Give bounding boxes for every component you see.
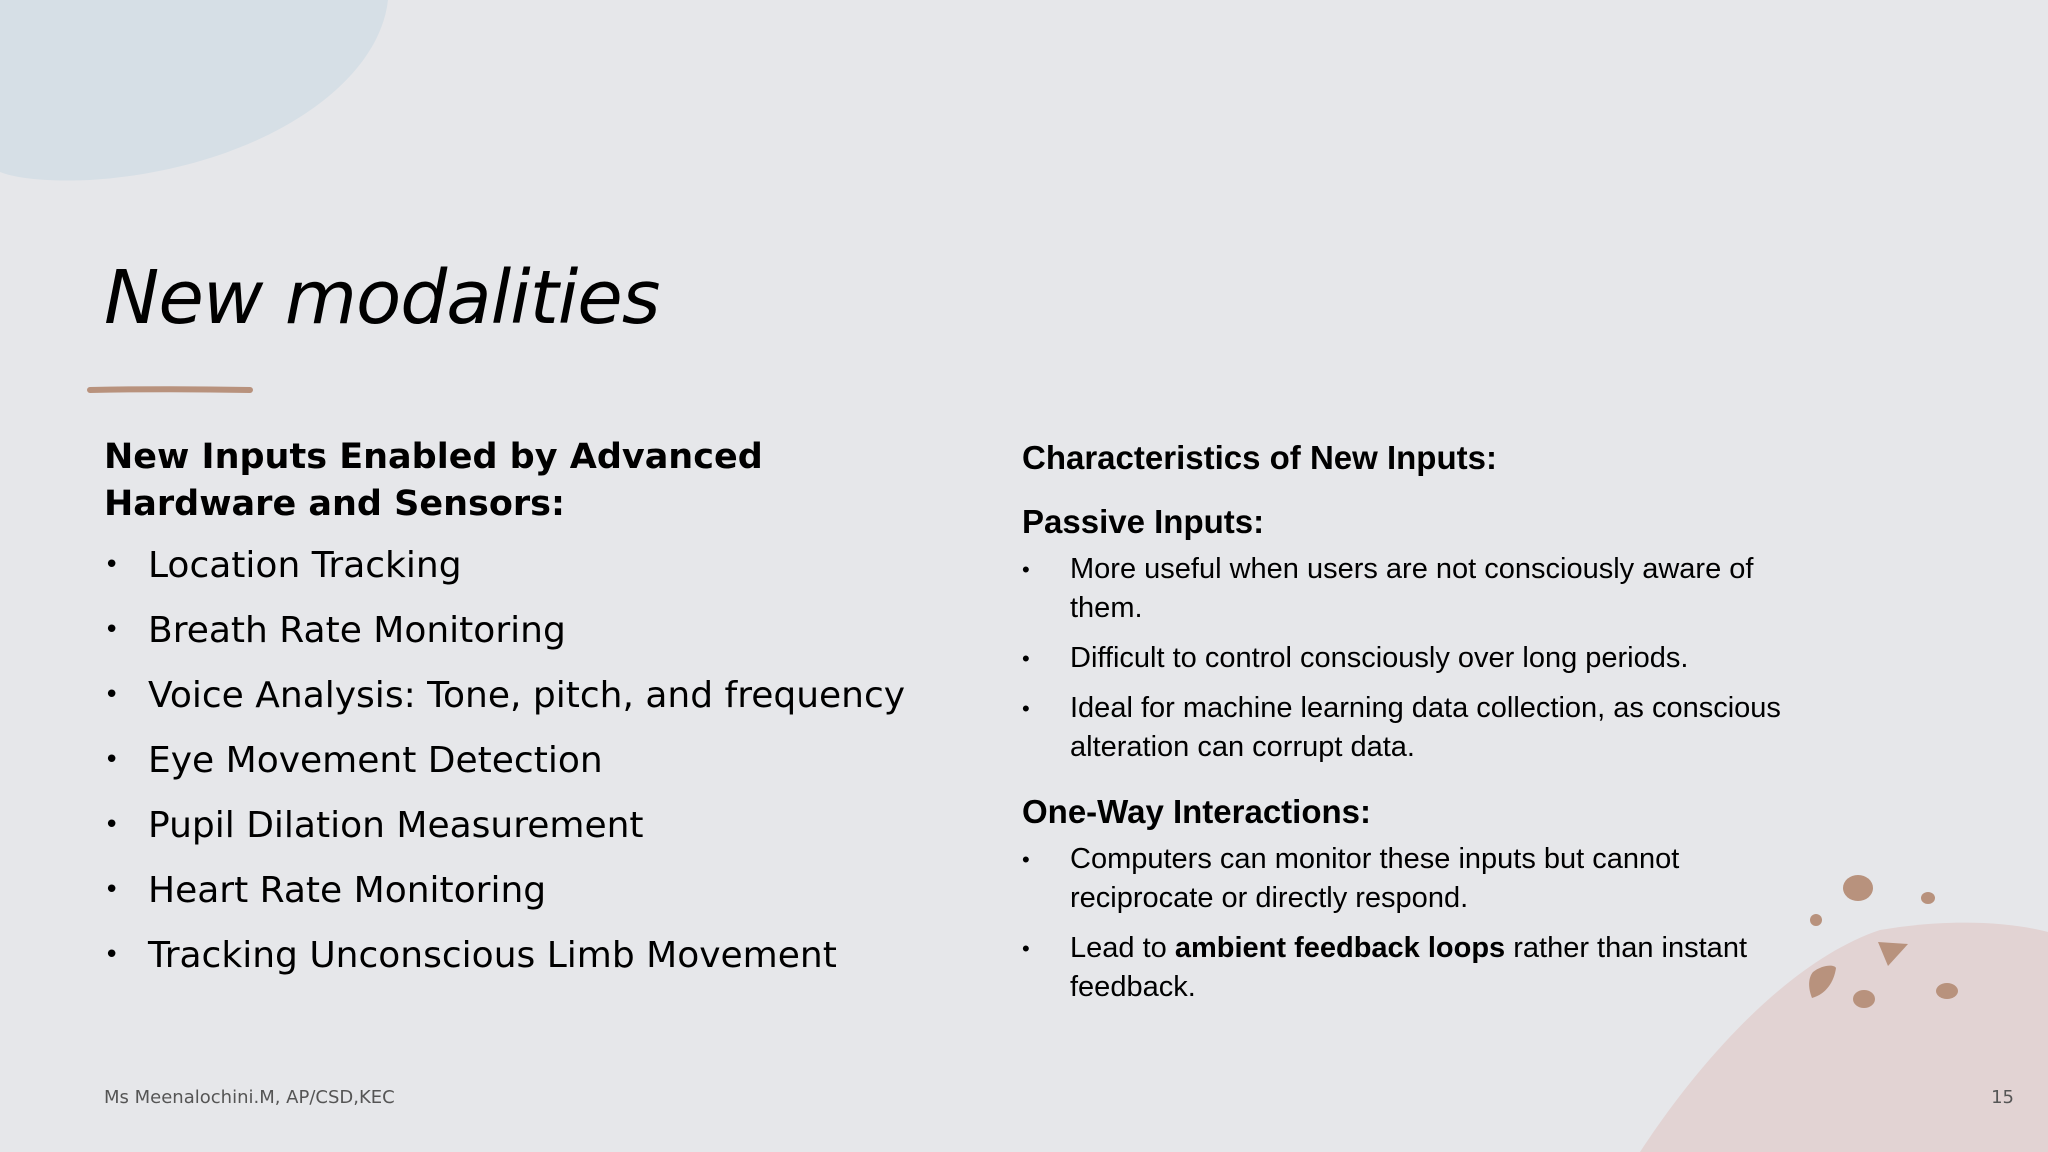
- passive-inputs-heading: Passive Inputs:: [1022, 503, 1265, 540]
- bullet-icon: •: [104, 745, 120, 775]
- title-underline: [90, 389, 250, 390]
- list-item-text: Tracking Unconscious Limb Movement: [148, 935, 837, 976]
- list-item: [104, 802, 964, 867]
- confetti-dot: [1921, 892, 1935, 904]
- left-column: [104, 434, 964, 997]
- confetti-dot: [1853, 990, 1875, 1008]
- list-item: [1022, 929, 1782, 1007]
- right-heading: Characteristics of New Inputs:: [1022, 439, 1497, 476]
- list-item: [1022, 550, 1782, 628]
- list-item-text: Location Tracking: [148, 545, 462, 586]
- list-item-text: More useful when users are not consciously aware of them.: [1070, 553, 1754, 624]
- bullet-icon: •: [104, 550, 120, 580]
- list-item-text: Ideal for machine learning data collection, as conscious alteration can corrupt data.: [1070, 692, 1781, 763]
- list-item: [1022, 639, 1782, 678]
- page-number: 15: [1991, 1087, 2014, 1108]
- list-item: [104, 542, 964, 607]
- list-item-text: Eye Movement Detection: [148, 740, 603, 781]
- slide-title: New modalities: [104, 255, 660, 341]
- one-way-interactions-list: [1022, 840, 1782, 1007]
- confetti-dot: [1843, 875, 1873, 901]
- list-item: [1022, 840, 1782, 918]
- passive-inputs-list: [1022, 550, 1782, 767]
- list-item-text-suffix: rather than instant feedback.: [1070, 932, 1748, 1003]
- list-item-text: Pupil Dilation Measurement: [148, 805, 644, 846]
- left-heading: New Inputs Enabled by Advanced Hardware and Sensors:: [104, 437, 763, 524]
- list-item-text: Difficult to control consciously over long periods.: [1070, 642, 1689, 674]
- bullet-icon: •: [1022, 847, 1030, 872]
- bullet-icon: •: [104, 810, 120, 840]
- confetti-dot: [1936, 983, 1958, 999]
- list-item: [1022, 689, 1782, 767]
- list-item-text: Computers can monitor these inputs but cannot reciprocate or directly respond.: [1070, 843, 1680, 914]
- right-column: [1022, 434, 1782, 1029]
- left-bullet-list: [104, 542, 964, 997]
- bullet-icon: •: [1022, 557, 1030, 582]
- bullet-icon: •: [1022, 936, 1030, 961]
- footer-text: Ms Meenalochini.M, AP/CSD,KEC: [104, 1087, 395, 1108]
- list-item: [104, 867, 964, 932]
- list-item: [104, 737, 964, 802]
- bullet-icon: •: [104, 940, 120, 970]
- list-item: [104, 932, 964, 997]
- bullet-icon: •: [104, 680, 120, 710]
- list-item-text: Voice Analysis: Tone, pitch, and frequency: [148, 675, 906, 716]
- list-item: [104, 607, 964, 672]
- bullet-icon: •: [104, 615, 120, 645]
- confetti-dot: [1810, 914, 1822, 926]
- list-item-text-bold: ambient feedback loops: [1174, 932, 1506, 964]
- bullet-icon: •: [104, 875, 120, 905]
- list-item-text: Heart Rate Monitoring: [148, 870, 547, 911]
- blue-blob-shape: [0, 0, 388, 181]
- bullet-icon: •: [1022, 696, 1030, 721]
- list-item-text-prefix: Lead to: [1070, 932, 1175, 964]
- list-item-text: Breath Rate Monitoring: [148, 610, 566, 651]
- list-item: [104, 672, 964, 737]
- bullet-icon: •: [1022, 646, 1030, 671]
- one-way-interactions-heading: One-Way Interactions:: [1022, 793, 1371, 830]
